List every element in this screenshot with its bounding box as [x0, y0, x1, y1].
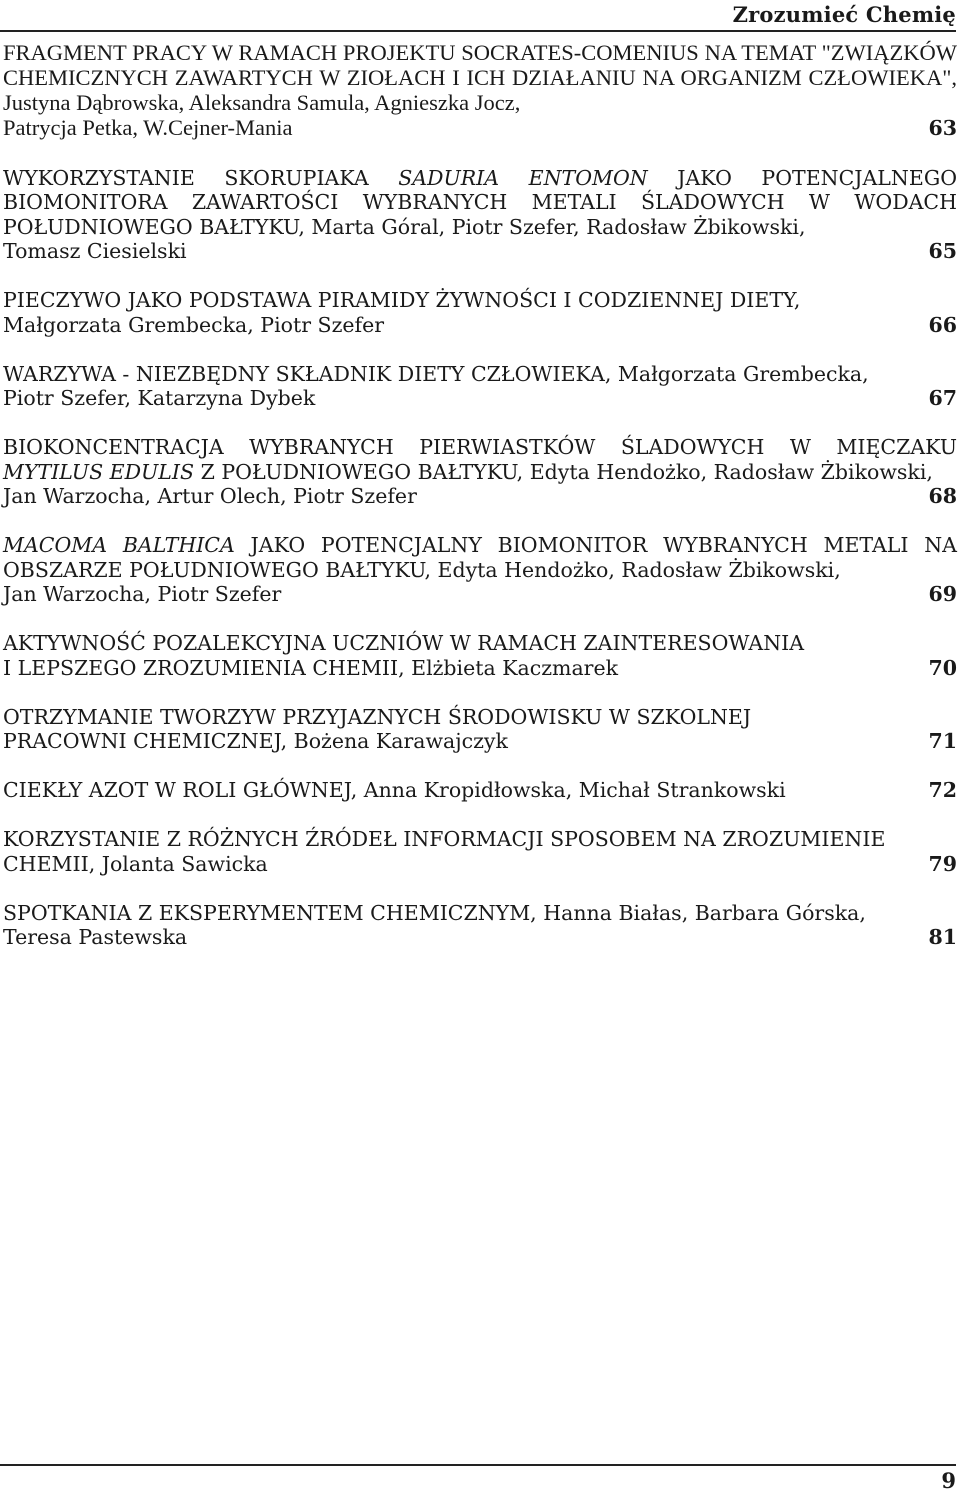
entry-authors: Teresa Pastewska — [3, 925, 188, 949]
toc-entry — [3, 901, 957, 950]
entry-last-line — [3, 484, 957, 509]
entry-title: MACOMA BALTHICA JAKO POTENCJALNY BIOMONITOR WYBRANYCH METALI NA OBSZARZE POŁUDNIOWEGO BAŁTYKU, Edyta Hendożko, Radosław Żbikowski, — [3, 533, 957, 582]
toc-entry — [3, 533, 957, 607]
toc-entry — [3, 435, 957, 509]
table-of-contents — [3, 40, 957, 974]
entry-last-line — [3, 386, 957, 411]
entry-authors: CHEMII, Jolanta Sawicka — [3, 851, 268, 876]
entry-authors: Patrycja Petka, W.Cejner-Mania — [3, 115, 293, 140]
entry-page-number: 81 — [928, 925, 957, 949]
entry-title: WYKORZYSTANIE SKORUPIAKA SADURIA ENTOMON JAKO POTENCJALNEGO BIOMONITORA ZAWARTOŚCI WYBRANYCH METALI ŚLADOWYCH W WODACH POŁUDNIOWEGO BAŁTYKU, Marta Góral, Piotr Szefer, Radosław Żbikowski, — [3, 165, 958, 239]
entry-page-number: 65 — [928, 239, 957, 263]
entry-last-line — [3, 729, 957, 754]
entry-page-number: 72 — [928, 778, 957, 802]
entry-page-number: 69 — [928, 582, 957, 606]
entry-title: KORZYSTANIE Z RÓŻNYCH ŹRÓDEŁ INFORMACJI SPOSOBEM NA ZROZUMIENIE — [3, 827, 886, 851]
entry-page-number: 63 — [928, 116, 957, 140]
entry-page-number: 70 — [928, 655, 957, 680]
entry-authors: Jan Warzocha, Artur Olech, Piotr Szefer — [3, 484, 417, 508]
entry-last-line — [3, 656, 957, 681]
toc-entry — [3, 362, 957, 411]
entry-authors: Małgorzata Grembecka, Piotr Szefer — [3, 312, 385, 337]
entry-page-number: 71 — [928, 729, 957, 753]
entry-title: BIOKONCENTRACJA WYBRANYCH PIERWIASTKÓW ŚLADOWYCH W MIĘCZAKU MYTILUS EDULIS Z POŁUDNIOWEGO BAŁTYKU, Edyta Hendożko, Radosław Żbikowski, — [3, 435, 957, 484]
entry-last-line — [3, 313, 957, 338]
entry-last-line — [3, 239, 957, 264]
species-name: MACOMA BALTHICA — [3, 533, 235, 557]
entry-last-line — [3, 115, 957, 141]
entry-title: WARZYWA - NIEZBĘDNY SKŁADNIK DIETY CZŁOWIEKA, Małgorzata Grembecka, — [3, 361, 869, 386]
toc-entry — [3, 778, 957, 803]
entry-page-number: 79 — [928, 851, 957, 876]
entry-last-line — [3, 852, 957, 877]
toc-entry — [3, 40, 957, 141]
page-header — [0, 0, 956, 32]
entry-title: OTRZYMANIE TWORZYW PRZYJAZNYCH ŚRODOWISKU W SZKOLNEJ — [3, 704, 752, 729]
entry-authors: I LEPSZEGO ZROZUMIENIA CHEMII, Elżbieta Kaczmarek — [3, 655, 619, 680]
entry-page-number: 68 — [928, 484, 957, 508]
toc-entry — [3, 166, 957, 264]
entry-title: FRAGMENT PRACY W RAMACH PROJEKTU SOCRATES-COMENIUS NA TEMAT "ZWIĄZKÓW CHEMICZNYCH ZAWARTYCH W ZIOŁACH I ICH DZIAŁANIU NA ORGANIZM CZŁOWIEKA", Justyna Dąbrowska, Aleksandra Samula, Agnieszka Jocz, — [3, 40, 957, 115]
footer-rule — [0, 1464, 956, 1466]
entry-title: AKTYWNOŚĆ POZALEKCYJNA UCZNIÓW W RAMACH ZAINTERESOWANIA — [3, 631, 805, 655]
entry-page-number: 66 — [928, 312, 957, 337]
entry-last-line — [3, 778, 957, 803]
entry-last-line — [3, 925, 957, 950]
species-name: SADURIA ENTOMON — [398, 165, 648, 190]
toc-entry — [3, 827, 957, 876]
toc-entry — [3, 288, 957, 337]
entry-authors: CIEKŁY AZOT W ROLI GŁÓWNEJ, Anna Kropidłowska, Michał Strankowski — [3, 778, 786, 802]
entry-title: PIECZYWO JAKO PODSTAWA PIRAMIDY ŻYWNOŚCI I CODZIENNEJ DIETY, — [3, 288, 801, 312]
entry-authors: Tomasz Ciesielski — [3, 239, 187, 263]
entry-authors: Jan Warzocha, Piotr Szefer — [3, 582, 282, 606]
toc-entry — [3, 705, 957, 754]
entry-authors: Piotr Szefer, Katarzyna Dybek — [3, 386, 316, 410]
toc-entry — [3, 631, 957, 680]
footer-page-number: 9 — [941, 1468, 956, 1493]
entry-title: SPOTKANIA Z EKSPERYMENTEM CHEMICZNYM, Hanna Białas, Barbara Górska, — [3, 900, 866, 925]
species-name: MYTILUS EDULIS — [3, 459, 195, 484]
entry-last-line — [3, 582, 957, 607]
journal-title: Zrozumieć Chemię — [732, 2, 956, 27]
entry-page-number: 67 — [928, 386, 957, 410]
entry-authors: PRACOWNI CHEMICZNEJ, Bożena Karawajczyk — [3, 729, 508, 753]
